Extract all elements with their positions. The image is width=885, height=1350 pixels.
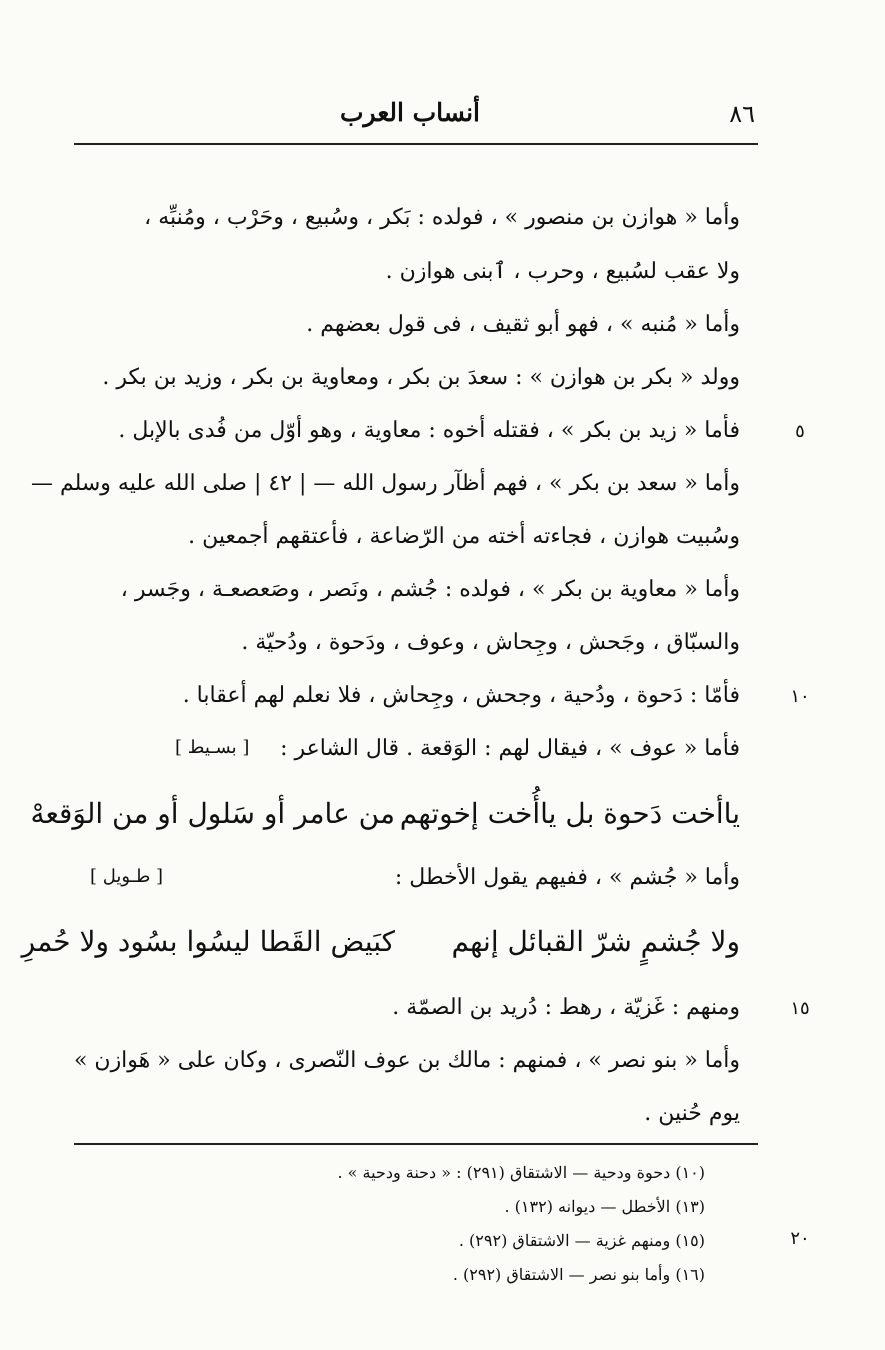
verse-hemistich-second: من عامر أو سَلول أو من الوَقعهْ: [30, 797, 395, 830]
verse-hemistich-first: ياأخت دَحوة بل ياأُخت إخوتهم: [399, 797, 740, 830]
text-line: وسُبيت هوازن ، فجاءته أخته من الرّضاعة ، فأعتقهم أجمعين .: [188, 524, 740, 549]
text-line: فأما « زيد بن بكر » ، فقتله أخوه : معاوية ، وهو أوّل من فُدى بالإبل .: [118, 418, 740, 443]
text-line: وأما « مُنبه » ، فهو أبو ثقيف ، فى قول بعضهم .: [306, 312, 740, 337]
verse-hemistich-second: كبَيض القَطا ليسُوا بسُود ولا حُمرِ: [21, 925, 395, 958]
footnote: (١٣) الأخطل — ديوانه (١٣٢) .: [504, 1197, 705, 1216]
text-line: فأما « عوف » ، فيقال لهم : الوَقعة . قال الشاعر :: [280, 736, 740, 761]
running-title: أنساب العرب: [339, 98, 480, 127]
margin-line-number: ٢٠: [790, 1228, 810, 1249]
verse-hemistich-first: ولا جُشمٍ شرّ القبائل إنهم: [451, 925, 740, 958]
margin-line-number: ٥: [795, 421, 805, 442]
text-line: وأما « معاوية بن بكر » ، فولده : جُشم ، ونَصر ، وصَعصعـة ، وجَسر ،: [120, 577, 740, 602]
text-line: والسبّاق ، وجَحش ، وجِحاش ، وعوف ، ودَحوة ، ودُحيّة .: [241, 630, 740, 655]
footnote-rule: [74, 1143, 758, 1145]
text-line: يوم حُنين .: [644, 1101, 740, 1126]
footnote: (١٦) وأما بنو نصر — الاشتقاق (٢٩٢) .: [452, 1265, 705, 1284]
header-rule: [74, 143, 758, 145]
page-number: ٨٦: [729, 100, 755, 128]
text-line: ولا عقب لسُبيع ، وحرب ، ٱبنى هوازن .: [385, 259, 740, 284]
footnote: (١٥) ومنهم غزية — الاشتقاق (٢٩٢) .: [458, 1231, 705, 1250]
text-line: وأما « سعد بن بكر » ، فهم أظآر رسول الله — | ٤٢ | صلى الله عليه وسلم —: [30, 471, 740, 496]
footnote: (١٠) دحوة ودحية — الاشتقاق (٢٩١) : « دحنة ودحية » .: [337, 1163, 705, 1182]
text-line: ومنهم : غَزيّة ، رهط : دُريد بن الصمّة .: [392, 995, 740, 1020]
meter-label: [ طـويل ]: [90, 866, 164, 887]
text-line: وأما « جُشم » ، ففيهم يقول الأخطل :: [394, 865, 740, 890]
text-line: فأمّا : دَحوة ، ودُحية ، وجحش ، وجِحاش ، فلا نعلم لهم أعقابا .: [182, 683, 740, 708]
margin-line-number: ١٠: [790, 686, 810, 707]
text-line: وأما « هوازن بن منصور » ، فولده : بَكر ، وسُبيع ، وحَرْب ، ومُنبِّه ،: [144, 205, 740, 230]
meter-label: [ بسـيط ]: [175, 737, 250, 758]
margin-line-number: ١٥: [790, 998, 810, 1019]
text-line: وولد « بكر بن هوازن » : سعدَ بن بكر ، ومعاوية بن بكر ، وزيد بن بكر .: [102, 365, 740, 390]
text-line: وأما « بنو نصر » ، فمنهم : مالك بن عوف النّصرى ، وكان على « هَوازن »: [73, 1048, 740, 1073]
